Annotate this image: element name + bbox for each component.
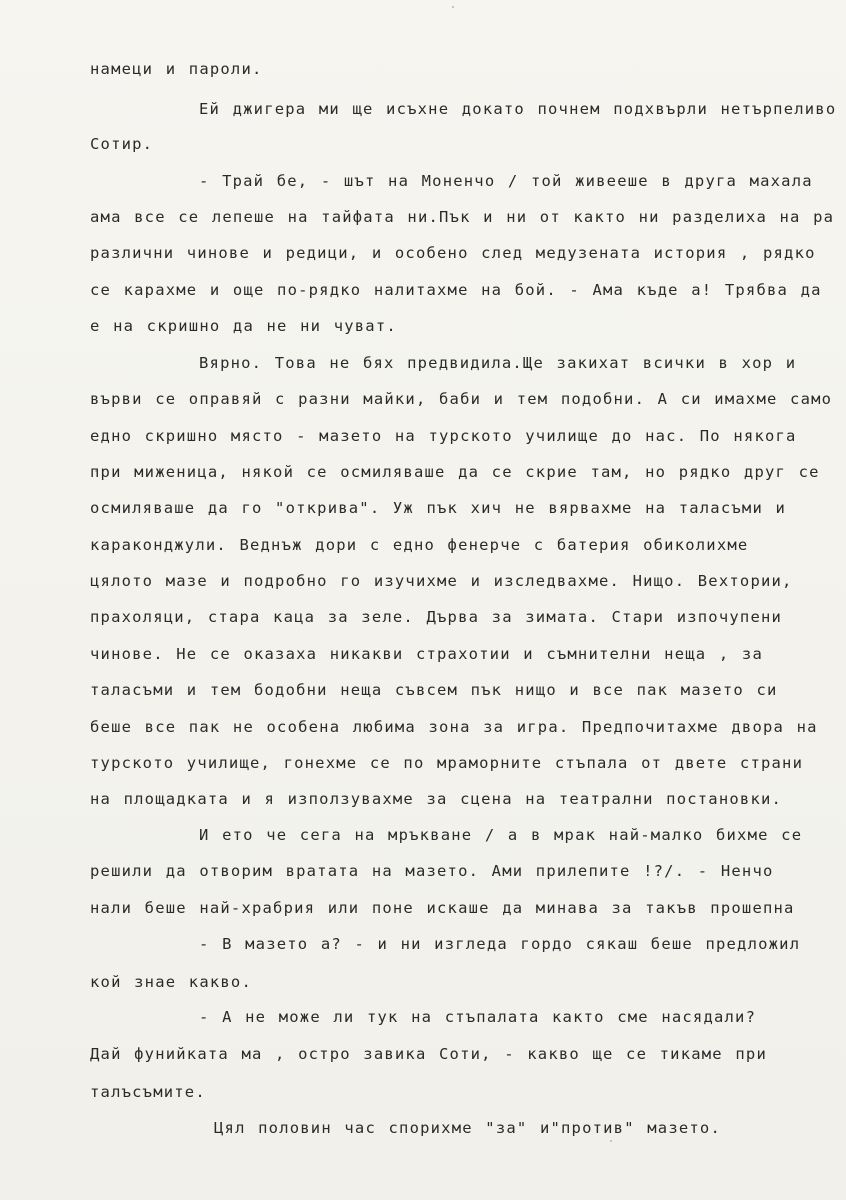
text-line: при миженица, някой се осмиляваше да се скрие там, но рядко друг се [90, 463, 820, 481]
text-line: - В мазето а? - и ни изгледа гордо сякаш беше предложил [199, 935, 801, 953]
paper-speck [452, 6, 454, 8]
text-line: е на скришно да не ни чуват. [90, 317, 397, 335]
text-line: таласъми и тем бодобни неща съвсем пък нищо и все пак мазето си [90, 681, 778, 699]
text-line: талъсъмите. [90, 1083, 206, 1101]
text-line: нали беше най-храбрия или поне искаше да минава за такъв прошепна [90, 899, 795, 917]
text-line: осмиляваше да го "открива". Уж пък хич не вярвахме на таласъми и [90, 499, 787, 517]
text-line: Дай фунийката ма , остро завика Соти, - какво ще се тикаме при [90, 1045, 767, 1063]
text-line: на площадката и я използувахме за сцена на театрални постановки. [90, 790, 783, 808]
text-line: - Трай бе, - шът на Моненчо / той живееше в друга махала [199, 172, 813, 190]
text-line: решили да отворим вратата на мазето. Ами прилепите !?/. - Ненчо [90, 862, 774, 880]
text-line: караконджули. Веднъж дори с едно фенерче с батерия обиколихме [90, 536, 749, 554]
text-line: турското училище, гонехме се по мраморните стъпала от двете страни [90, 754, 804, 772]
text-line: кой знае какво. [90, 973, 252, 991]
text-line: - А не може ли тук на стъпалата както сме насядали? [199, 1008, 757, 1026]
text-line: Сотир. [90, 135, 154, 153]
text-line: И ето че сега на мръкване / а в мрак най-малко бихме се [199, 826, 803, 844]
text-line: прахоляци, стара каца за зеле. Дърва за зимата. Стари изпочупени [90, 608, 783, 626]
text-line: върви се оправяй с разни майки, баби и тем подобни. А си имахме само [90, 390, 833, 408]
paper-speck [610, 1140, 612, 1142]
text-line: Вярно. Това не бях предвидила.Ще закихат всички в хор и [199, 354, 797, 372]
text-line: различни чинове и редици, и особено след медузената история , рядко [90, 244, 816, 262]
text-line: ама все се лепеше на тайфата ни.Пък и ни от както ни разделиха на ра [90, 208, 835, 226]
text-line: намеци и пароли. [90, 60, 263, 78]
text-line: се карахме и още по-рядко налитахме на бой. - Ама къде а! Трябва да [90, 281, 822, 299]
text-line: цялото мазе и подробно го изучихме и изследвахме. Нищо. Вехтории, [90, 572, 793, 590]
text-line: Ей джигера ми ще исъхне докато почнем подхвърли нетърпеливо [199, 100, 837, 118]
text-line: едно скришно място - мазето на турското училище до нас. По някога [90, 427, 797, 445]
text-line: чинове. Не се оказаха никакви страхотии и съмнителни неща , за [90, 645, 763, 663]
text-line: Цял половин час спорихме "за" и"против" мазето. [214, 1119, 721, 1137]
text-line: беше все пак не особена любима зона за игра. Предпочитахме двора на [90, 718, 818, 736]
